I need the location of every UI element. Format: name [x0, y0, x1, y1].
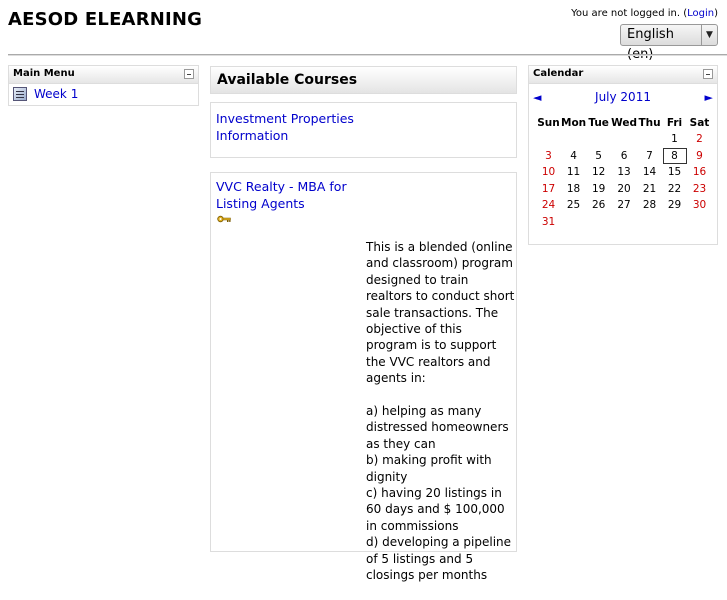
- menu-item-week-1[interactable]: [9, 84, 198, 104]
- calendar-day[interactable]: 27: [617, 199, 631, 212]
- calendar-empty-cell: [561, 214, 586, 231]
- prev-month-icon[interactable]: ◄: [533, 90, 542, 104]
- calendar-day[interactable]: 29: [667, 199, 682, 212]
- course-box: [210, 172, 517, 583]
- calendar-block: [528, 65, 718, 245]
- course-link[interactable]: Investment Properties Information: [216, 111, 354, 143]
- calendar-day[interactable]: 24: [541, 199, 556, 212]
- calendar-empty-cell: [637, 131, 662, 148]
- calendar-day[interactable]: 9: [696, 149, 703, 162]
- weekday-header: Tue: [588, 116, 609, 129]
- calendar-empty-cell: [586, 214, 611, 231]
- course-summary: [366, 239, 516, 600]
- calendar-week: [536, 148, 712, 165]
- calendar-day[interactable]: 21: [642, 182, 657, 195]
- calendar-day[interactable]: 13: [617, 166, 631, 179]
- calendar-day[interactable]: 14: [642, 166, 657, 179]
- calendar-day[interactable]: 23: [692, 182, 707, 195]
- calendar-day[interactable]: [662, 148, 687, 165]
- calendar-day[interactable]: 6: [620, 149, 628, 162]
- available-courses-header: [210, 66, 517, 94]
- calendar-empty-cell: [611, 214, 637, 231]
- calendar-day[interactable]: 10: [541, 166, 556, 179]
- summary-paragraph: This is a blended (online and classroom) program designed to train realtors to conduct short sale transactions. The objective of this program is to support the VVC realtors and agents in:: [366, 240, 515, 386]
- calendar-day[interactable]: 1: [671, 133, 678, 146]
- site-title: AESOD ELEARNING: [8, 9, 203, 30]
- header-divider: [8, 54, 727, 56]
- calendar-header: [529, 66, 717, 84]
- language-value: English (en): [627, 27, 674, 62]
- calendar-empty-cell: [586, 131, 611, 148]
- calendar-title: Calendar: [533, 68, 584, 79]
- login-info: [571, 8, 718, 19]
- calendar-day[interactable]: 19: [591, 182, 606, 195]
- calendar-day[interactable]: 4: [570, 149, 577, 162]
- chevron-down-icon[interactable]: ▼: [701, 25, 717, 45]
- summary-paragraph: a) helping as many distressed homeowners as they can b) making profit with dignity c) having 20 listings in 60 days and $ 100,000 in commissions d) developing a pipeline of 5 listings and 5 closings per months: [366, 404, 512, 583]
- document-icon: [13, 87, 27, 101]
- weekday-header: Mon: [561, 116, 587, 129]
- calendar-day[interactable]: 16: [692, 166, 707, 179]
- calendar-empty-cell: [611, 131, 637, 148]
- weekday-header: Wed: [611, 116, 637, 129]
- calendar-week: [536, 164, 712, 181]
- calendar-day[interactable]: 5: [595, 149, 602, 162]
- calendar-day[interactable]: 11: [566, 166, 581, 179]
- calendar-week: [536, 214, 712, 231]
- calendar-week: [536, 131, 712, 148]
- language-select[interactable]: [620, 24, 718, 62]
- login-link[interactable]: Login: [687, 8, 715, 19]
- calendar-day[interactable]: 31: [541, 215, 556, 228]
- weekday-header: Fri: [666, 116, 683, 129]
- menu-item-label[interactable]: Week 1: [34, 87, 79, 101]
- weekday-header: Thu: [638, 116, 661, 129]
- main-menu-block: [8, 65, 199, 106]
- calendar-nav: [529, 86, 717, 108]
- calendar-day[interactable]: 18: [566, 182, 581, 195]
- calendar-month[interactable]: July 2011: [595, 90, 651, 104]
- next-month-icon[interactable]: ►: [704, 90, 713, 104]
- calendar-day[interactable]: 25: [566, 199, 581, 212]
- key-icon: [217, 215, 231, 223]
- collapse-icon[interactable]: [703, 69, 713, 79]
- available-courses-title: Available Courses: [217, 72, 358, 88]
- calendar-day[interactable]: 26: [591, 199, 606, 212]
- calendar-day[interactable]: 30: [692, 199, 707, 212]
- calendar-day[interactable]: 12: [591, 166, 606, 179]
- course-link[interactable]: VVC Realty - MBA for Listing Agents: [216, 179, 347, 211]
- calendar-week: [536, 181, 712, 198]
- course-box: [210, 102, 517, 158]
- calendar-day[interactable]: 28: [642, 199, 657, 212]
- calendar-day[interactable]: 22: [667, 182, 682, 195]
- login-suffix: ): [714, 8, 718, 19]
- weekday-header: Sat: [689, 116, 710, 129]
- calendar-day[interactable]: 3: [545, 149, 552, 162]
- calendar-day[interactable]: 7: [646, 149, 653, 162]
- calendar-day[interactable]: 15: [667, 166, 682, 179]
- calendar-grid: [536, 114, 712, 230]
- calendar-day[interactable]: 2: [696, 133, 703, 146]
- calendar-day[interactable]: 17: [541, 182, 556, 195]
- calendar-empty-cell: [536, 131, 561, 148]
- main-menu-header: [9, 66, 198, 84]
- weekday-header: Sun: [537, 116, 560, 129]
- collapse-icon[interactable]: [184, 69, 194, 79]
- login-prefix: You are not logged in. (: [571, 8, 688, 19]
- today-marker[interactable]: 8: [663, 148, 687, 164]
- calendar-empty-cell: [662, 214, 687, 231]
- calendar-week: [536, 197, 712, 214]
- calendar-day[interactable]: 20: [617, 182, 631, 195]
- calendar-empty-cell: [687, 214, 712, 231]
- calendar-empty-cell: [561, 131, 586, 148]
- calendar-empty-cell: [637, 214, 662, 231]
- main-menu-title: Main Menu: [13, 68, 75, 79]
